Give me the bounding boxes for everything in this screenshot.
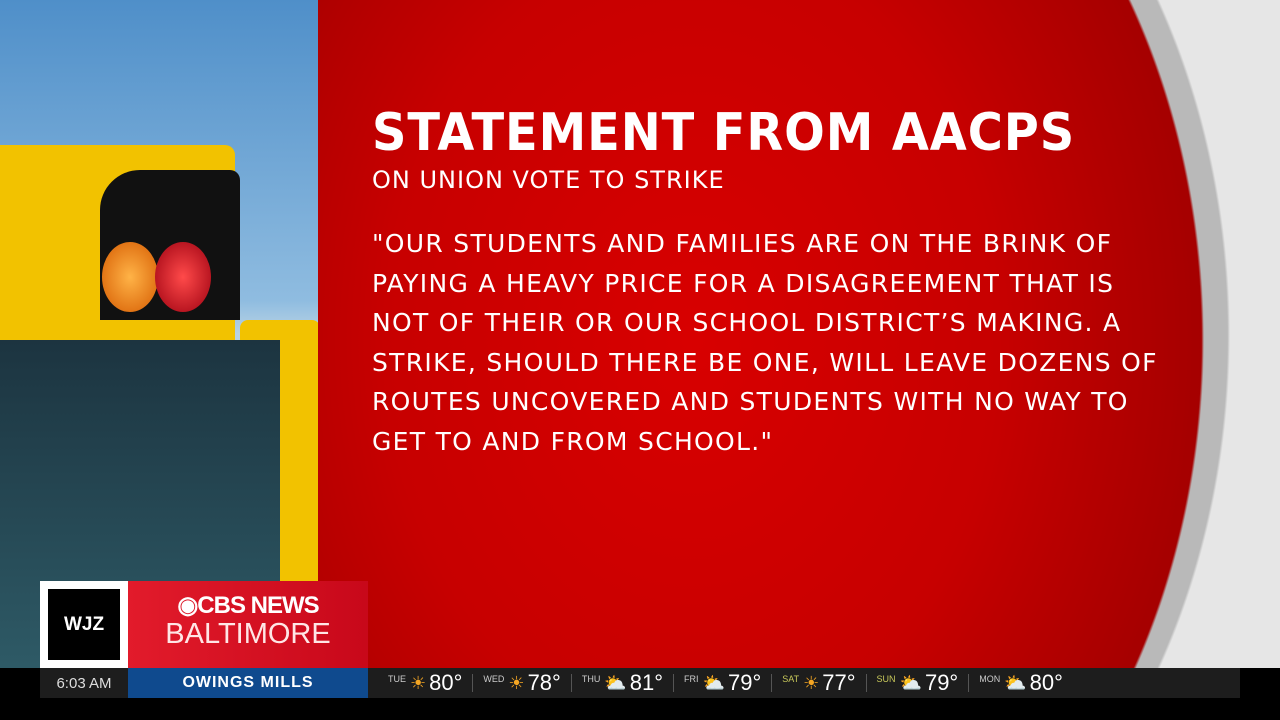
forecast-day — [772, 670, 866, 695]
day-label: MON — [979, 674, 1001, 684]
day-label: FRI — [684, 674, 699, 684]
sunny-icon: ☀ — [803, 672, 820, 693]
day-label: SAT — [782, 674, 800, 684]
day-label: TUE — [388, 674, 406, 684]
forecast-day — [969, 670, 1073, 695]
statement-title: STATEMENT FROM AACPS — [372, 103, 1076, 163]
temperature: 80° — [429, 670, 463, 695]
partly-cloudy-icon: ⛅ — [702, 672, 725, 693]
cbs-eye-icon: ◉ — [177, 592, 198, 619]
weather-ticker — [40, 668, 1240, 698]
school-bus-photo — [0, 0, 318, 668]
forecast-day — [867, 670, 970, 695]
temperature: 79° — [924, 670, 959, 695]
partly-cloudy-icon: ⛅ — [1004, 672, 1027, 693]
sunny-icon: ☀ — [508, 672, 525, 693]
forecast-day — [572, 670, 674, 695]
bus-light-housing — [100, 170, 240, 320]
day-label: WED — [483, 674, 505, 684]
day-label: THU — [581, 674, 601, 684]
partly-cloudy-icon: ⛅ — [604, 672, 627, 693]
network-name: CBS NEWS — [197, 592, 319, 619]
statement-quote: "OUR STUDENTS AND FAMILIES ARE ON THE BRINK OF PAYING A HEAVY PRICE FOR A DISAGREEMENT THAT IS NOT OF THEIR OR OUR SCHOOL DISTRICT’S MAKING. A STRIKE, SHOULD THERE BE ONE, WILL LEAVE DOZENS OF ROUTES UNCOVERED AND STUDENTS WITH NO WAY TO GET TO AND FROM SCHOOL." — [372, 229, 1158, 456]
statement-content — [372, 102, 1172, 462]
forecast-day — [378, 670, 473, 695]
call-sign: WJZ — [48, 589, 120, 660]
partly-cloudy-icon: ⛅ — [899, 672, 922, 693]
amber-light — [102, 242, 158, 312]
sunny-icon: ☀ — [410, 672, 427, 693]
forecast-day — [674, 670, 772, 695]
forecast-list — [368, 670, 1073, 695]
statement-subtitle: ON UNION VOTE TO STRIKE — [372, 166, 725, 194]
clock: 6:03 AM — [56, 674, 112, 692]
day-label: SUN — [876, 674, 896, 684]
red-light — [155, 242, 211, 312]
temperature: 77° — [822, 670, 856, 695]
station-logo — [40, 581, 128, 668]
location: OWINGS MILLS — [128, 668, 368, 698]
city-name: BALTIMORE — [165, 618, 331, 650]
temperature: 79° — [727, 670, 762, 695]
temperature: 80° — [1029, 670, 1063, 695]
network-brand — [128, 581, 368, 668]
temperature: 78° — [527, 670, 561, 695]
forecast-day — [473, 670, 571, 695]
temperature: 81° — [629, 670, 664, 695]
